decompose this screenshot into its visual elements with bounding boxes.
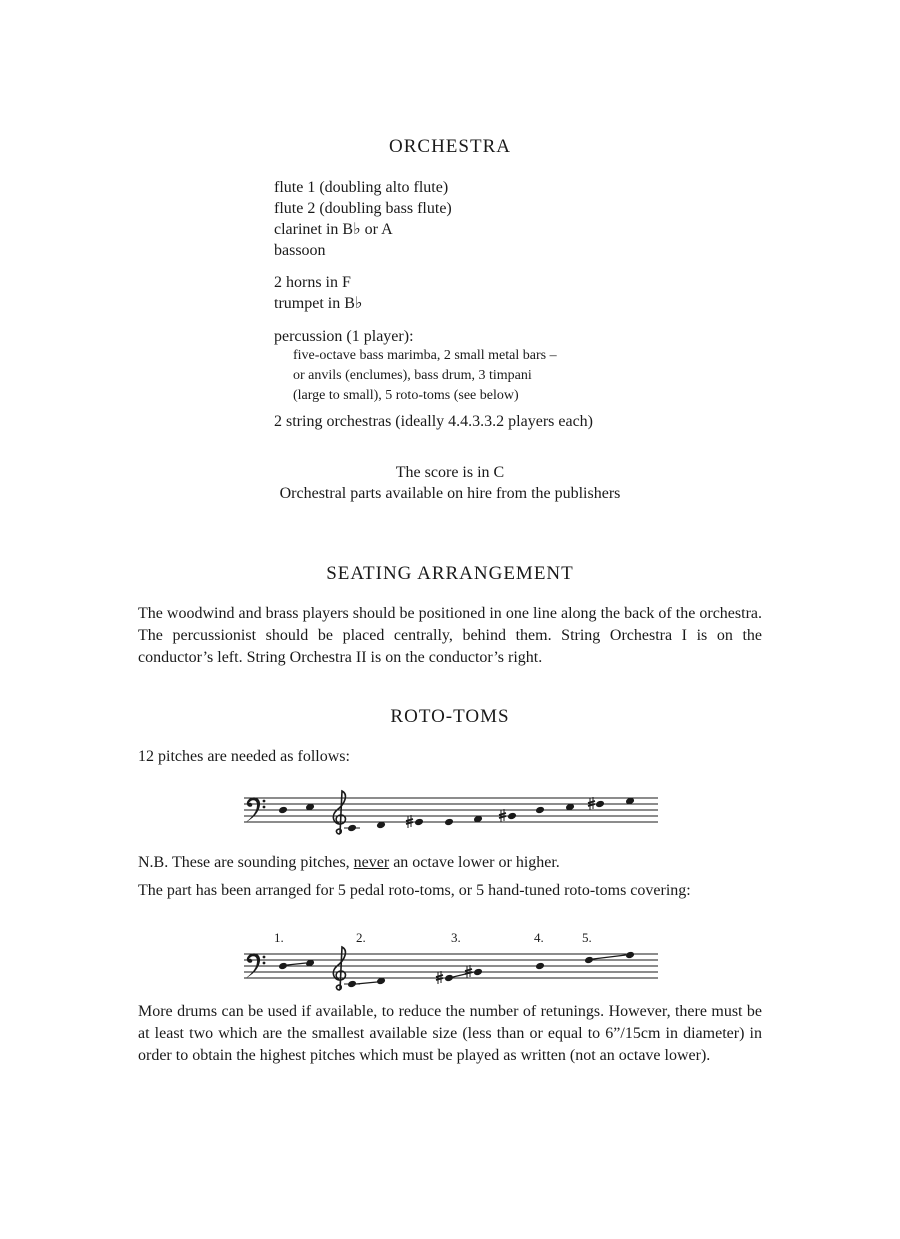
note-head (444, 974, 454, 983)
arrangement-note: The part has been arranged for 5 pedal roto-toms, or 5 hand-tuned roto-toms covering: (138, 882, 691, 899)
seating-text: The woodwind and brass players should be positioned in one line along the back of the orchestra. The percussionist should be placed centrally, behind them. String Orchestra I is on the conductor’s left. String Orchestra II is on the conductor’s right. (138, 605, 762, 666)
instrument-trumpet: trumpet in B♭ (274, 295, 363, 312)
nb-note (138, 852, 560, 874)
pitches-intro: 12 pitches are needed as follows: (138, 748, 350, 765)
percussion-detail: five-octave bass marimba, 2 small metal bars – (293, 348, 557, 363)
instrument-flute-1: flute 1 (doubling alto flute) (274, 179, 449, 196)
parts-note: Orchestral parts available on hire from the publishers (279, 485, 621, 502)
instrument-flute-2: flute 2 (doubling bass flute) (274, 200, 452, 217)
closing-text: More drums can be used if available, to reduce the number of retunings. However, there must be at least two which are the smallest available size (less than or equal to 6”/15cm in diameter) in order to obtain the highest pitches which must be played as written (not an octave lower). (138, 1003, 762, 1064)
drum-label: 2. (356, 930, 366, 945)
seating-heading: SEATING ARRANGEMENT (326, 563, 574, 584)
note-head (278, 962, 288, 971)
nb-text: N.B. These are sounding pitches, (138, 854, 354, 871)
note-head (535, 806, 545, 815)
instrument-clarinet: clarinet in B♭ or A (274, 221, 393, 238)
ranges-staff (240, 944, 664, 1000)
note-head (473, 968, 483, 977)
percussion-detail: (large to small), 5 roto-toms (see below) (293, 388, 519, 403)
note-head (507, 812, 517, 821)
note-head (278, 806, 288, 815)
instrument-strings: 2 string orchestras (ideally 4.4.3.3.2 players each) (274, 413, 594, 430)
drum-label: 3. (451, 930, 461, 945)
orchestra-heading: ORCHESTRA (389, 136, 511, 157)
staff-lines (244, 798, 658, 822)
instrument-bassoon: bassoon (274, 242, 326, 259)
drum-label: 1. (274, 930, 284, 945)
note-head (535, 962, 545, 971)
pitches-staff (240, 788, 664, 844)
rototoms-heading: ROTO-TOMS (390, 706, 510, 727)
note-head (414, 818, 424, 827)
note-head (347, 824, 357, 833)
note-heads (278, 951, 635, 989)
note-head (595, 800, 605, 809)
percussion-title: percussion (1 player): (274, 328, 414, 345)
note-head (347, 980, 357, 989)
percussion-detail: or anvils (enclumes), bass drum, 3 timpani (293, 368, 532, 383)
note-head (625, 951, 635, 960)
instrument-horns: 2 horns in F (274, 274, 351, 291)
score-note: The score is in C (395, 464, 505, 481)
note-head (584, 956, 594, 965)
drum-label: 4. (534, 930, 544, 945)
staff-lines (244, 954, 658, 978)
nb-underlined: never (353, 854, 390, 871)
note-head (444, 818, 454, 827)
note-heads (278, 797, 635, 833)
drum-label: 5. (582, 930, 592, 945)
nb-text: an octave lower or higher. (389, 854, 560, 871)
treble-clef-icon (333, 947, 345, 990)
treble-clef-icon (333, 791, 345, 834)
